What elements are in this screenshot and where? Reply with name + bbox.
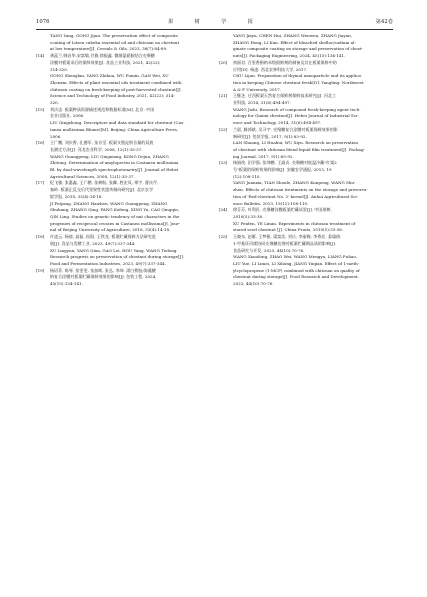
reference-line: 秦岭. 板栗正反交后代坚果性状遗传倾向研究[J]. 北京农学 [50, 187, 154, 193]
reference-line: Zhitong. Determination of amylopectin in Castanea mollissima [50, 160, 179, 166]
reference-number: [19] [36, 267, 45, 273]
reference-entry [219, 234, 391, 288]
reference-entry [36, 140, 206, 180]
reference-line: 食品研究与开发, 2023, 44(10):70-76. [233, 247, 305, 253]
reference-line: 农业出版社, 2006. [50, 113, 85, 119]
reference-line: Shuhang, ZHANG Qing, FANG Kefeng, XING Yu, CAO Qingqin, [50, 207, 180, 213]
reference-number: [17] [36, 180, 45, 186]
reference-line: ZHANG Hong, LI Kun. Effect of bleached shellac/sodium al- [233, 39, 356, 45]
reference-line: 响研究[J]. 包装学报, 2017, 9(1):85-92. [233, 133, 307, 139]
reference-line: nuts[J]. Packaging Engineering, 2024, 45(15):134-141. [233, 53, 346, 59]
reference-line: Food and Fermentation Industries, 2023, 49(7):337-344. [50, 260, 166, 266]
reference-entry [36, 234, 206, 268]
reference-line: Agricultural Sciences, 2008, 12(1):35-37. [50, 173, 135, 179]
reference-line: nology for Qianxi chestnut[J]. Hebei Journal of Industrial Sci- [233, 113, 359, 119]
reference-line: YANG Juanxia, TIAN Shoule, ZHANG Kunpeng, WANG Shu- [233, 180, 356, 186]
reference-line: WANG Guangpeng, LIU Qingxiang, KONG Dejun, ZHANG [50, 153, 169, 159]
reference-line: 纪飞雅, 张惠鑫, 王广鹏, 张树航, 张卿, 胜宏凤, 邢宇, 曹庆芹, [50, 180, 159, 186]
reference-line: tion of 'Red-chestnut No. 2' kernel[J]. Anhui Agricultural Sci- [233, 193, 359, 199]
reference-line: Research progress on preservation of chestnut during storage[J]. [50, 254, 185, 260]
reference-entry [36, 180, 206, 234]
reference-line: 杨语菲, 陈琴, 张雯雯, 张加晖, 张弘, 李坤. 漂白紫胶/海藻酸 [50, 267, 156, 273]
reference-line: 业科技, 2014, 31(6):494-497. [233, 100, 291, 106]
reference-entry [219, 33, 391, 60]
reference-line: LAN Shuang, LI Huahui, WU Xiyu. Research on preservation [233, 140, 359, 146]
reference-line: 长测定方法[J]. 河北农业科学, 2008, 12(1):35-37. [50, 146, 143, 152]
reference-line: WANG Jizhi. Research of compound fresh-keeping agent tech- [233, 106, 361, 112]
reference-line: zhen. Effects of chitosan treatments on the storage and preserva- [233, 187, 368, 193]
left-column [36, 33, 206, 288]
reference-line: 应用[D]. 杨凌: 西北农林科技大学, 2017. [233, 66, 308, 72]
reference-line: CHU Lijun. Preparation of thymol nanoparticle and its applica- [233, 73, 363, 79]
reference-line: stored seed chestnut [J]. China Fruits, 2010(5):33-36. [233, 227, 344, 233]
page-number: 1076 [36, 19, 50, 25]
reference-number: [15] [36, 106, 45, 112]
reference-entry [36, 33, 206, 53]
reference-line: XU Lingyun, YANG Qian, GAO Lei, HOU Yang, WANG Tielong. [50, 247, 178, 253]
reference-line: tion in keeping Chinese chestnut fresh[D]. Yangling: Northwest [233, 79, 364, 85]
reference-number: [24] [219, 207, 228, 213]
reference-entry [36, 268, 206, 288]
reference-number: [22] [219, 126, 228, 132]
reference-line: ence Bulletin, 2013, 19(12):108-110. [233, 200, 309, 206]
reference-entry [219, 160, 391, 207]
reference-line: 王晓东, 赵雁, 王梦雅, 梁富浩, 刘岳, 李丽梅, 李香宏, 姜瑜倩. [233, 234, 342, 240]
reference-number: [20] [219, 59, 228, 65]
reference-line: (12):108-110. [233, 173, 261, 179]
reference-line: QIN Ling. Studies on genetic tendency of nut characters in the [50, 213, 180, 219]
reference-line: coating of Litsea cubeba essential oil and chitosan on chestnut [50, 39, 180, 45]
reference-line: 2010(5):33-36. [233, 213, 264, 219]
reference-number: [18] [36, 234, 45, 240]
reference-number: [14] [36, 53, 45, 59]
reference-line: chitosan coating on fresh-keeping of post-harvested chestnut[J]. [50, 86, 182, 92]
reference-entry [219, 207, 391, 234]
reference-line: 龚蕊兰,韩启华,宋富敏,甘雅,徐振鑫. 微细氯硝胺结合壳聚糖 [50, 53, 155, 59]
volume-label: 第42卷 [375, 19, 393, 25]
reference-line: Bl. by dual-wavelength spectrophotometry[J]. Journal of Hebei [50, 167, 179, 173]
reference-line: LIU Yue, LI Limei, LI Xihong, JIANG Yuqian. Effect of 1-meth- [233, 260, 360, 266]
reference-line: 2006. [50, 133, 62, 139]
reference-line: 王广鹏, 刘庆香, 孔德军, 张京至. 板栗支链淀粉含量的双波 [50, 140, 154, 146]
reference-entry [219, 93, 391, 127]
reference-line: 许凌云, 杨倩, 高磊, 侯阳, 王铁龙. 板栗贮藏保鲜方法研究进 [50, 234, 156, 240]
page-header [36, 16, 393, 28]
reference-line: 展[J]. 食品与发酵工业, 2023, 49(7):337-344. [50, 240, 136, 246]
reference-number: [23] [219, 160, 228, 166]
reference-line: 刘庆忠. 板栗种质资源描述规范和数据标准[M]. 北京: 中国 [50, 106, 155, 112]
reference-number: [25] [219, 234, 228, 240]
reference-line: LIU Qingzhong. Descriptors and data standard for chestnut (Cas- [50, 120, 185, 126]
reference-line: 涂膜对板栗采后的保鲜效果[J]. 食品工业科技, 2021, 42(22): [50, 59, 161, 65]
reference-line: 45(15):134-141. [50, 281, 83, 287]
reference-number: [16] [36, 140, 45, 146]
reference-line: 初丽君. 百里香酚纳米级银鲜剂的制备及其在板栗保鲜中的 [233, 59, 337, 65]
reference-line: 号"板栗的保鲜效果的影响[J]. 安徽农学通报, 2013, 19 [233, 167, 332, 173]
reference-line: WANG Xiaodong, ZHAO Wei, WANG Mengya, LIANG Fuhao, [233, 254, 358, 260]
reference-line: 徐芬芬, 叶利民. 壳聚糖涂膜板栗贮藏试验[J]. 中国果树, [233, 207, 332, 213]
reference-entry [36, 107, 206, 141]
reference-line: 314-320. [50, 66, 69, 72]
reference-line: ence and Technology, 2014, 31(6):494-497. [233, 120, 322, 126]
reference-line: 2023, 44(10):70-76. [233, 281, 274, 287]
reference-line: nal of Beijing University of Agriculture, 2018, 33(4):14-18. [50, 227, 171, 233]
reference-line: XU Fenfen, YE Limin. Experiments in chitosan treatment of [233, 220, 356, 226]
reference-line: Zhenxin. Effects of plant essential oils treatment combined with [50, 79, 182, 85]
reference-line: progenies of reciprocal crosses in Castanea mollissima[J]. Jour- [50, 220, 181, 226]
reference-line: 院学报, 2018, 33(4):14-18. [50, 193, 103, 199]
right-column [219, 33, 391, 288]
reference-line: at low temperature[J]. Cereals & Oils, 2023, 36(7):84-89. [50, 46, 168, 52]
reference-entry [219, 60, 391, 94]
reference-line: ing Journal, 2017, 9(1):85-92. [233, 153, 294, 159]
reference-line: JI Feiyang, ZHANG Haizhen, WANG Guangpeng, ZHANG [50, 200, 168, 206]
reference-line: YANG Jiayu, CHEN Hui, ZHANG Wenwen, ZHANG Jiayan, [233, 33, 352, 38]
journal-title: 果 树 学 报 [167, 19, 262, 25]
reference-line: TANG Yang, GONG Jijun. The preservation effect of composite [50, 33, 178, 38]
reference-line: ylcyclopropene (1-MCP) combined with chitosan on quality of [233, 267, 360, 273]
reference-line: 1-甲基环丙烯协同壳聚糖处理对板栗贮藏期品质的影响[J]. [233, 240, 337, 246]
header-rule [36, 29, 393, 30]
reference-line: A & F University, 2017. [233, 86, 282, 92]
reference-line: 320. [50, 100, 60, 106]
reference-line: Science and Technology of Food Industry, 2021, 42(22): 314- [50, 93, 175, 99]
reference-line: ginate composite coating on storage and preservation of chest- [233, 46, 363, 52]
reference-line: 杨娟侠, 田学强, 张坤鹏, 王淑贞. 壳聚糖对低温冷藏"红栗2 [233, 160, 337, 166]
reference-line: 王继芝. 迁西板栗天然复合保鲜剂保鲜技术研究[J]. 河北工 [233, 93, 337, 99]
reference-line: 兰晨, 滕郭斌, 吴习宇. 壳聚糖复合涂膜对板栗保鲜效果的影 [233, 126, 338, 132]
reference-entry [219, 127, 391, 161]
reference-line: 钠复合涂膜对板栗贮藏保鲜效果的影响[J]. 包装工程, 2024, [50, 274, 157, 280]
reference-line: chestnut during storage[J]. Food Research and Development, [233, 274, 359, 280]
reference-entry [36, 53, 206, 107]
reference-number: [21] [219, 93, 228, 99]
reference-line: GONG Shenglan, YANG Zhihua, WU Fumin, GAN Wei, XU [50, 73, 169, 79]
reference-line: tanea mollissima Blume)[M]. Beijing: China Agriculture Press, [50, 126, 179, 132]
reference-line: of chestnut with chitosan blend liquid film treatment[J]. Packag- [233, 146, 365, 152]
